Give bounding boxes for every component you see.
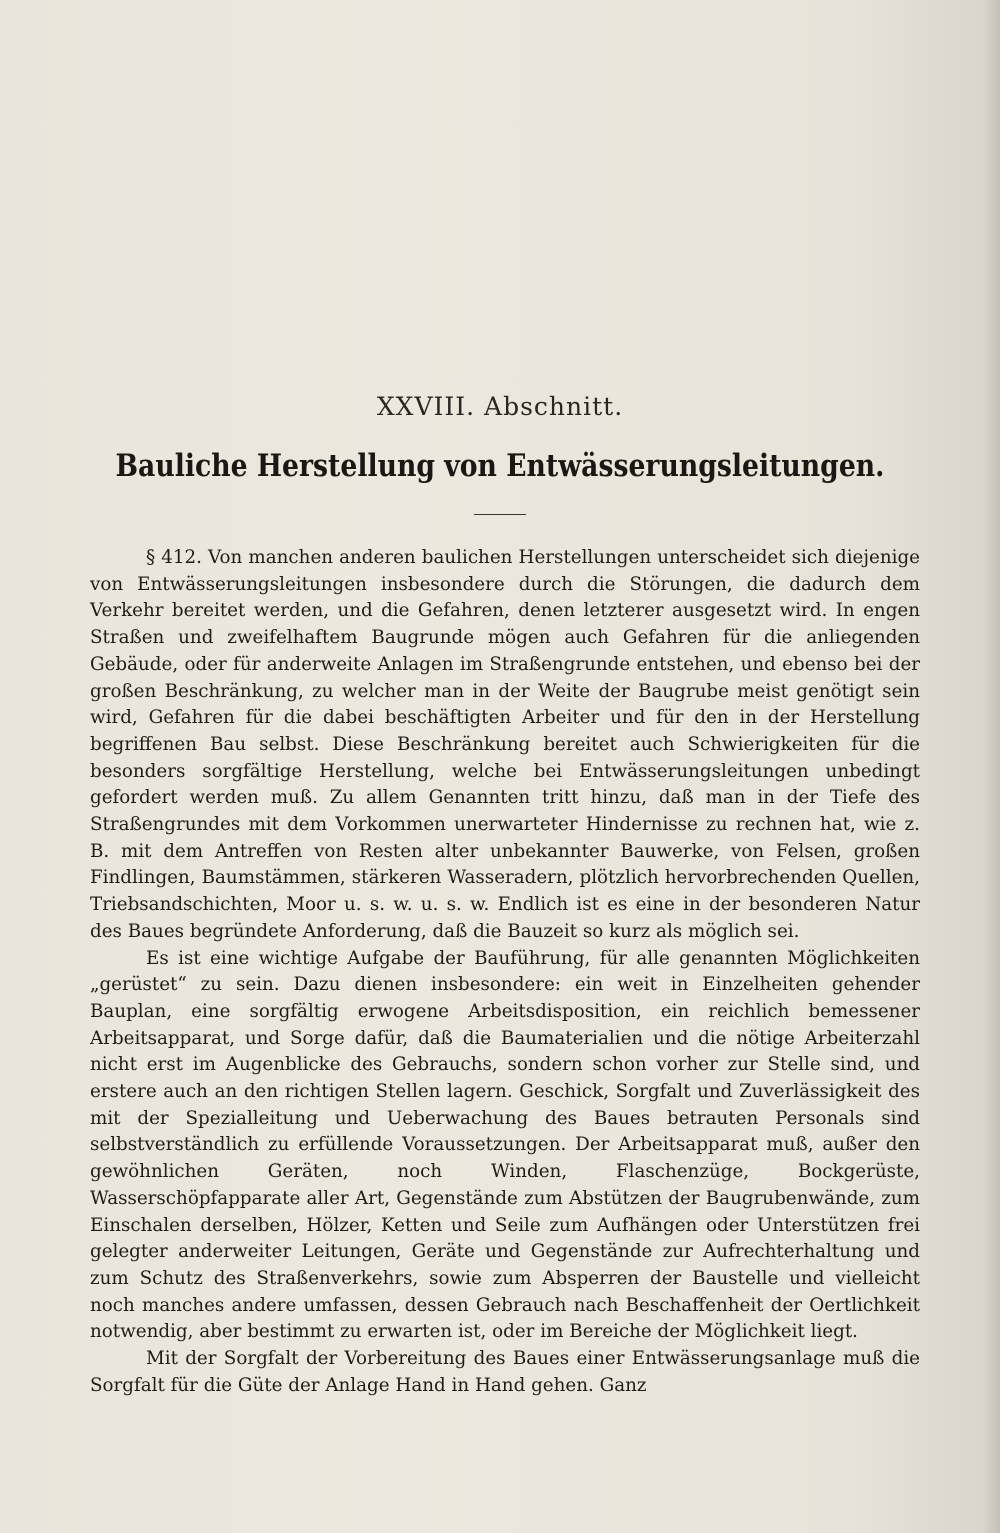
paragraph-preparation: Es ist eine wichtige Aufgabe der Bauführung, für alle genannten Möglichkeiten „gerüstet“ zu sein. Dazu dienen insbesondere: ein weit in Einzelheiten gehender Bauplan, eine sorgfältig erwogene Arbeitsdisposition, ein reichlich bemessener Arbeitsapparat, und Sorge dafür, daß die Baumaterialien und die nötige Arbeiterzahl nicht erst im Augenblicke des Gebrauchs, sondern schon vorher zur Stelle sind, und erstere auch an den richtigen Stellen lagern. Geschick, Sorgfalt und Zuverlässigkeit des mit der Spezialleitung und Ueberwachung des Baues betrauten Personals sind selbstverständlich zu erfüllende Voraussetzungen. Der Arbeitsapparat muß, außer den gewöhnlichen Geräten, noch Winden, Flaschenzüge, Bockgerüste, Wasserschöpfapparate aller Art, Gegenstände zum Abstützen der Baugrubenwände, zum Einschalen derselben, Hölzer, Ketten und Seile zum Aufhängen oder Unterstützen frei gelegter anderweiter Leitungen, Geräte und Gegenstände zur Aufrechterhaltung und zum Schutz des Straßenverkehrs, sowie zum Absperren der Baustelle und vielleicht noch manches andere umfassen, dessen Gebrauch nach Beschaffenheit der Oertlichkeit notwendig, aber bestimmt zu erwarten ist, oder im Bereiche der Möglichkeit liegt. xyxy=(90,947,920,1343)
section-heading: XXVIII. Abschnitt. xyxy=(376,392,624,421)
paragraph-412: § 412. Von manchen anderen baulichen Herstellungen unterscheidet sich diejenige von Entwässerungsleitungen insbesondere durch die Störungen, die dadurch dem Verkehr bereitet werden, und die Gefahren, denen letzterer ausgesetzt wird. In engen Straßen und zweifelhaftem Baugrunde mögen auch Gefahren für die anliegenden Gebäude, oder für anderweite Anlagen im Straßengrunde entstehen, und ebenso bei der großen Beschränkung, zu welcher man in der Weite der Baugrube meist genötigt sein wird, Gefahren für die dabei beschäftigten Arbeiter und für den in der Herstellung begriffenen Bau selbst. Diese Beschränkung bereitet auch Schwierigkeiten für die besonders sorgfältige Herstellung, welche bei Entwässerungsleitungen unbedingt gefordert werden muß. Zu allem Genannten tritt hinzu, daß man in der Tiefe des Straßengrundes mit dem Vorkommen unerwarteter Hindernisse zu rechnen hat, wie z. B. mit dem Antreffen von Resten alter unbekannter Bauwerke, von Felsen, großen Findlingen, Baumstämmen, stärkeren Wasseradern, plötzlich hervorbrechenden Quellen, Triebsandschichten, Moor u. s. w. u. s. w. Endlich ist es eine in der besonderen Natur des Baues begründete Anforderung, daß die Bauzeit so kurz als möglich sei. xyxy=(90,547,920,942)
body-text xyxy=(90,545,920,1400)
page-edge-shadow xyxy=(982,0,1000,1533)
title-divider xyxy=(474,514,526,515)
chapter-title: Bauliche Herstellung von Entwässerungsleitungen. xyxy=(115,448,885,484)
paragraph-quality: Mit der Sorgfalt der Vorbereitung des Baues einer Entwässerungsanlage muß die Sorgfalt für die Güte der Anlage Hand in Hand gehen. Ganz xyxy=(90,1348,920,1396)
